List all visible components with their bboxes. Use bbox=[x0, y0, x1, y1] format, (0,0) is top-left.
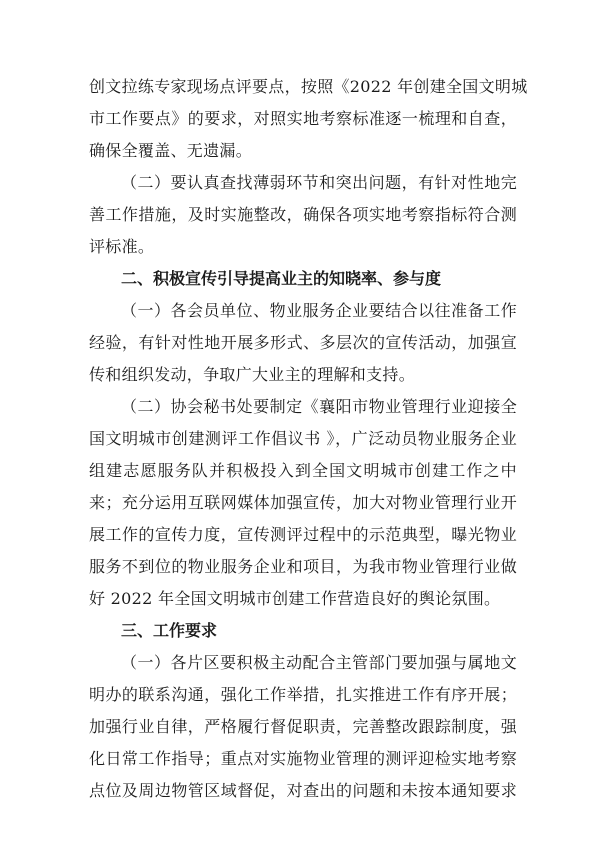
text-line: 市工作要点》的要求，对照实地考察标准逐一梳理和自查， bbox=[89, 109, 517, 128]
text-line: （二）要认真查找薄弱环节和突出问题，有针对性地完 bbox=[121, 173, 517, 192]
text-line: 化日常工作指导；重点对实施物业管理的测评迎检实地考察 bbox=[89, 749, 517, 768]
text-line: 明办的联系沟通，强化工作举措，扎实推进工作有序开展； bbox=[89, 685, 517, 704]
text-line: （一）各片区要积极主动配合主管部门要加强与属地文 bbox=[121, 653, 517, 672]
paragraph-item-2 bbox=[89, 167, 517, 263]
text-line: 传和组织发动，争取广大业主的理解和支持。 bbox=[89, 365, 416, 384]
paragraph-item-2 bbox=[89, 391, 517, 615]
text-line: 确保全覆盖、无遗漏。 bbox=[89, 141, 253, 160]
text-line: （二）协会秘书处要制定《襄阳市物业管理行业迎接全 bbox=[121, 397, 517, 416]
paragraph-continuation bbox=[89, 71, 528, 167]
text-line: 经验，有针对性地开展多形式、多层次的宣传活动，加强宣 bbox=[89, 333, 517, 352]
text-line: 组建志愿服务队并积极投入到全国文明城市创建工作之中 bbox=[89, 461, 517, 480]
section-heading-2: 二、积极宣传引导提高业主的知晓率、参与度 bbox=[121, 269, 442, 288]
section-heading-3: 三、工作要求 bbox=[121, 621, 218, 640]
text-line: 好 2022 年全国文明城市创建工作营造良好的舆论氛围。 bbox=[89, 589, 501, 608]
text-line: 创文拉练专家现场点评要点，按照《2022 年创建全国文明城 bbox=[89, 77, 528, 96]
paragraph-item-1 bbox=[89, 647, 517, 807]
text-line: 国文明城市创建测评工作倡议书 》，广泛动员物业服务企业 bbox=[89, 429, 517, 448]
text-line: 来；充分运用互联网媒体加强宣传，加大对物业管理行业开 bbox=[89, 493, 517, 512]
text-line: （一）各会员单位、物业服务企业要结合以往准备工作 bbox=[121, 301, 517, 320]
document-body bbox=[89, 71, 528, 807]
text-line: 善工作措施，及时实施整改，确保各项实地考察指标符合测 bbox=[89, 205, 517, 224]
text-line: 点位及周边物管区域督促，对查出的问题和未按本通知要求 bbox=[89, 781, 517, 800]
text-line: 评标准。 bbox=[89, 237, 155, 256]
text-line: 展工作的宣传力度，宣传测评过程中的示范典型，曝光物业 bbox=[89, 525, 517, 544]
text-line: 加强行业自律，严格履行督促职责，完善整改跟踪制度，强 bbox=[89, 717, 517, 736]
text-line: 服务不到位的物业服务企业和项目，为我市物业管理行业做 bbox=[89, 557, 517, 576]
paragraph-item-1 bbox=[89, 295, 517, 391]
